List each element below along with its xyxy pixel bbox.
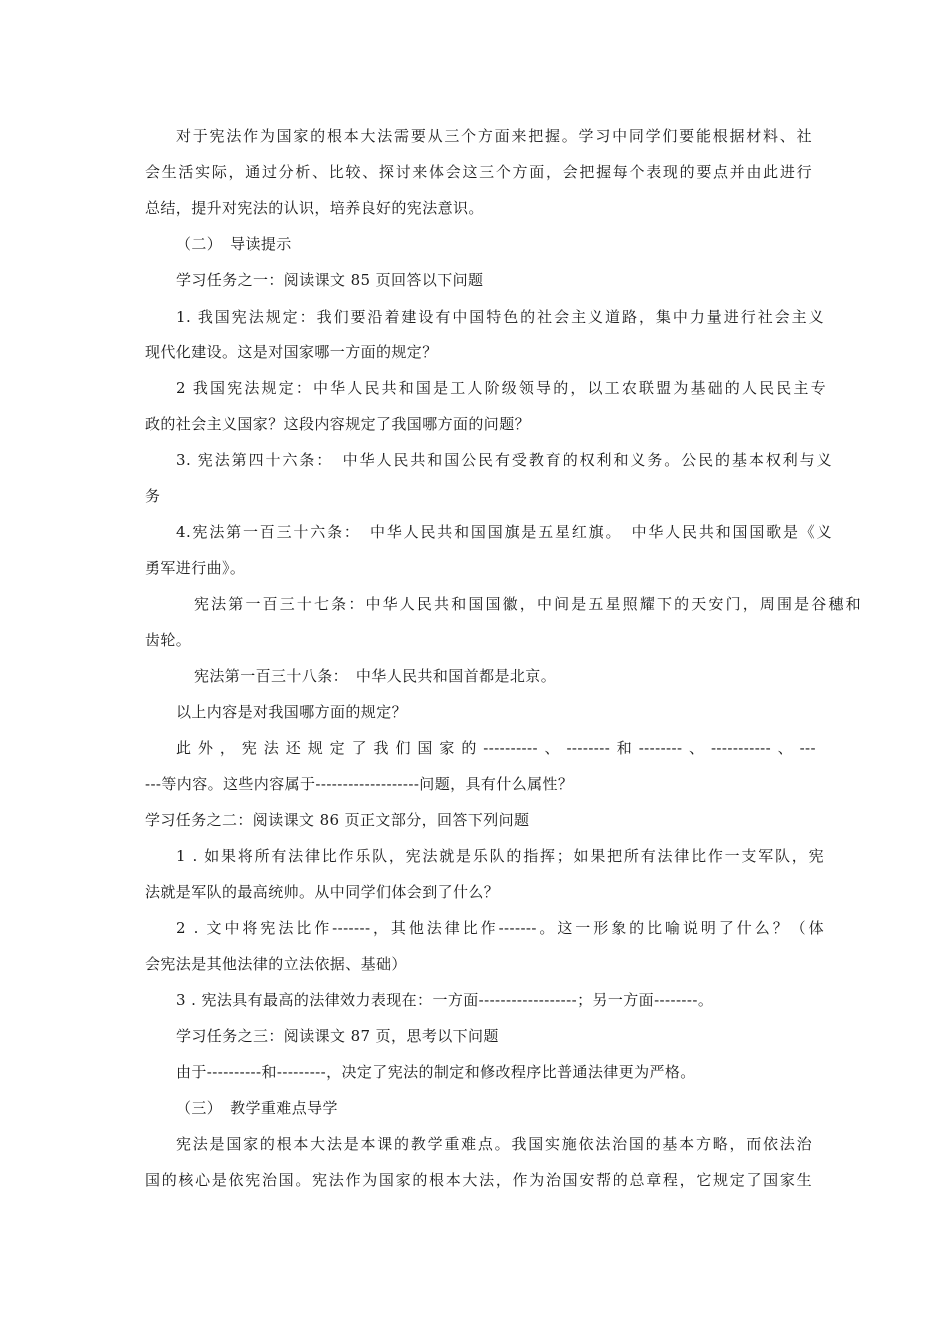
task-heading: 学习任务之一：阅读课文 85 页回答以下问题	[176, 271, 484, 289]
question-line: 宪法第一百三十七条：中华人民共和国国徽，中间是五星照耀下的天安门，周围是谷穗和	[194, 595, 861, 613]
question-line: 1 . 如果将所有法律比作乐队，宪法就是乐队的指挥；如果把所有法律比作一支军队，宪	[176, 847, 824, 865]
task-heading: 学习任务之二：阅读课文 86 页正文部分，回答下列问题	[145, 811, 530, 829]
question-line: 由于----------和---------，决定了宪法的制定和修改程序比普通法律更为严格。	[176, 1063, 696, 1081]
question-line: 齿轮。	[145, 631, 192, 649]
paragraph-line: 对于宪法作为国家的根本大法需要从三个方面来把握。学习中同学们要能根据材料、社	[176, 127, 812, 145]
question-line: 2 我国宪法规定：中华人民共和国是工人阶级领导的，以工农联盟为基础的人民民主专	[176, 379, 826, 397]
question-line: 以上内容是对我国哪方面的规定？	[176, 703, 408, 721]
task-heading: 学习任务之三：阅读课文 87 页，思考以下问题	[176, 1027, 499, 1045]
question-line: 1. 我国宪法规定：我们要沿着建设有中国特色的社会主义道路，集中力量进行社会主义	[176, 308, 824, 326]
question-line: 4.宪法第一百三十六条： 中华人民共和国国旗是五星红旗。 中华人民共和国国歌是《义	[176, 523, 832, 541]
question-line: 务	[145, 487, 161, 505]
paragraph-line: 会生活实际，通过分析、比较、探讨来体会这三个方面，会把握每个表现的要点并由此进行	[145, 163, 812, 181]
question-line: 3 . 宪法具有最高的法律效力表现在：一方面------------------；另一方面--------。	[176, 991, 714, 1009]
section-heading: （二） 导读提示	[176, 235, 292, 253]
question-line: 此外，宪法还规定了我们国家的----------、--------和--------、-----------、---	[176, 739, 816, 757]
question-line: ---等内容。这些内容属于-------------------问题，具有什么属性？	[145, 775, 574, 793]
question-line: 法就是军队的最高统帅。从中同学们体会到了什么？	[145, 883, 500, 901]
question-line: 现代化建设。这是对国家哪一方面的规定？	[145, 343, 438, 361]
question-line: 2 . 文中将宪法比作-------，其他法律比作-------。这一形象的比喻说明了什么？（体	[176, 919, 824, 937]
paragraph-line: 国的核心是依宪治国。宪法作为国家的根本大法，作为治国安帮的总章程，它规定了国家生	[145, 1171, 812, 1189]
question-line: 宪法第一百三十八条： 中华人民共和国首都是北京。	[194, 667, 557, 685]
section-heading: （三） 教学重难点导学	[176, 1099, 338, 1117]
paragraph-line: 总结，提升对宪法的认识，培养良好的宪法意识。	[145, 199, 484, 217]
question-line: 会宪法是其他法律的立法依据、基础）	[145, 955, 407, 973]
question-line: 政的社会主义国家？这段内容规定了我国哪方面的问题？	[145, 415, 531, 433]
question-line: 3. 宪法第四十六条： 中华人民共和国公民有受教育的权利和义务。公民的基本权利与义	[176, 451, 832, 469]
question-line: 勇军进行曲》。	[145, 559, 246, 577]
paragraph-line: 宪法是国家的根本大法是本课的教学重难点。我国实施依法治国的基本方略，而依法治	[176, 1135, 812, 1153]
